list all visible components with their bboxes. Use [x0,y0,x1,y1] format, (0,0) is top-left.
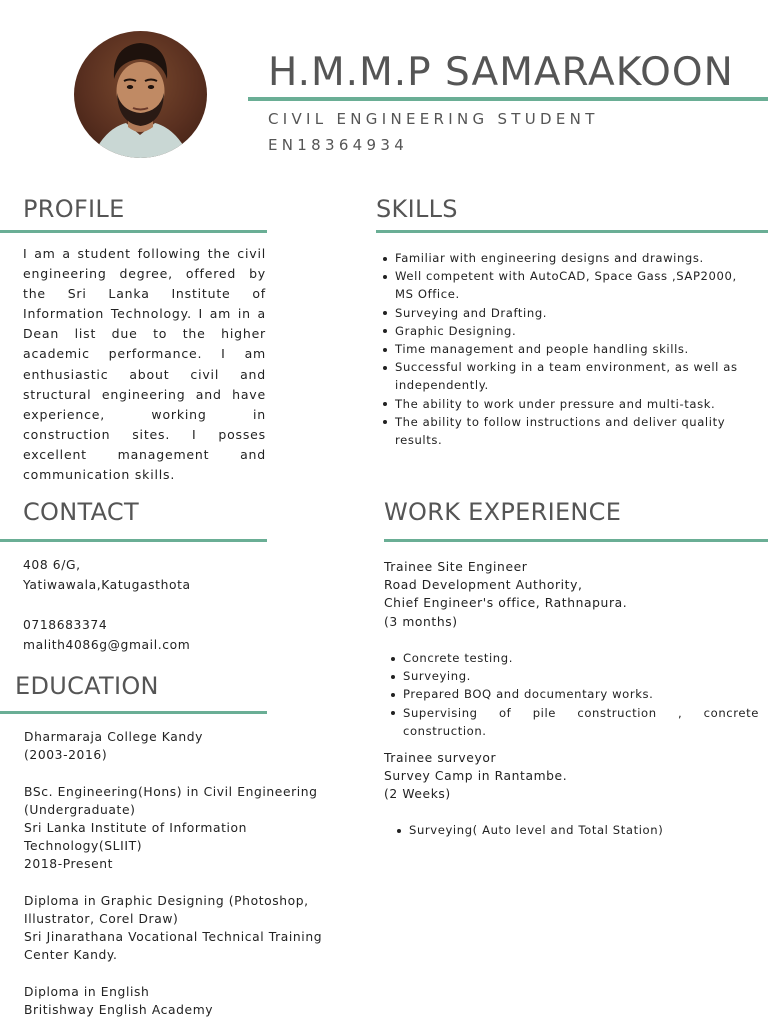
education-heading: EDUCATION [15,672,159,700]
contact-divider [0,539,267,542]
skill-item: The ability to follow instructions and deliver quality results. [395,413,752,449]
skills-list [377,249,752,449]
job-role: Trainee surveyor [384,751,497,765]
duty-item: Surveying. [403,667,759,685]
education-line: BSc. Engineering(Hons) in Civil Engineering [24,784,318,799]
education-divider [0,711,267,714]
education-line: Illustrator, Corel Draw) [24,912,179,926]
education-line: Center Kandy. [24,948,118,963]
duty-item: Supervising of pile construction , concrete construction. [403,704,759,740]
skill-item: The ability to work under pressure and multi-task. [395,395,752,413]
address-line: 408 6/G, [23,558,81,572]
education-line: Diploma in English [24,984,150,999]
address-line: Yatiwawala,Katugasthota [23,578,191,592]
job-2-duties [391,821,751,839]
name-divider [248,97,768,101]
education-line: Diploma in Graphic Designing (Photoshop, [24,893,309,908]
education-line: Dharmaraja College Kandy [24,730,204,744]
job-organization: Survey Camp in Rantambe. [384,769,568,784]
skills-heading: SKILLS [376,195,458,223]
job-organization: Road Development Authority, [384,578,583,593]
education-line: Britishway English Academy [24,1003,214,1017]
job-1-duties [385,649,759,740]
student-id: EN18364934 [268,136,409,154]
education-line: (Undergraduate) [24,802,136,817]
email-address: malith4086g@gmail.com [23,638,191,652]
education-list [24,728,322,1019]
profile-text: I am a student following the civil engineering degree, offered by the Sri Lanka Institute of Information Technology. I am in a Dean list due to the higher academic performance. I am enthusiastic about civil and structural engineering and have experience, working in construction sites. I posses excellent management and communication skills. [23,246,266,483]
job-role: Trainee Site Engineer [384,560,528,574]
job-duration: (3 months) [384,614,458,629]
job-office: Chief Engineer's office, Rathnapura. [384,596,628,611]
job-2-details [384,749,567,804]
contact-details [23,555,191,655]
phone-number: 0718683374 [23,618,108,632]
candidate-title: CIVIL ENGINEERING STUDENT [268,110,599,128]
profile-photo [74,31,207,158]
skill-item: Successful working in a team environment, as well as independently. [395,358,752,394]
education-line: Sri Jinarathana Vocational Technical Training [24,930,323,945]
profile-heading: PROFILE [23,195,125,223]
duty-item: Prepared BOQ and documentary works. [403,685,759,703]
skill-item: Familiar with engineering designs and drawings. [395,249,752,267]
job-1-details [384,558,627,631]
education-line: Sri Lanka Institute of Information [24,821,248,835]
skill-item: Graphic Designing. [395,322,752,340]
duty-item: Surveying( Auto level and Total Station) [409,821,751,839]
skill-item: Well competent with AutoCAD, Space Gass ,SAP2000, MS Office. [395,267,752,303]
profile-divider [0,230,267,233]
person-photo-icon [74,31,207,158]
skill-item: Time management and people handling skills. [395,340,752,358]
skills-divider [376,230,768,233]
education-line: Technology(SLIIT) [24,839,143,854]
education-line: 2018-Present [24,857,114,872]
candidate-name: H.M.M.P SAMARAKOON [268,50,734,95]
work-heading: WORK EXPERIENCE [384,498,622,526]
education-line: (2003-2016) [24,748,108,763]
duty-item: Concrete testing. [403,649,759,667]
work-divider [384,539,768,542]
skill-item: Surveying and Drafting. [395,304,752,322]
job-duration: (2 Weeks) [384,787,451,802]
contact-heading: CONTACT [23,498,139,526]
